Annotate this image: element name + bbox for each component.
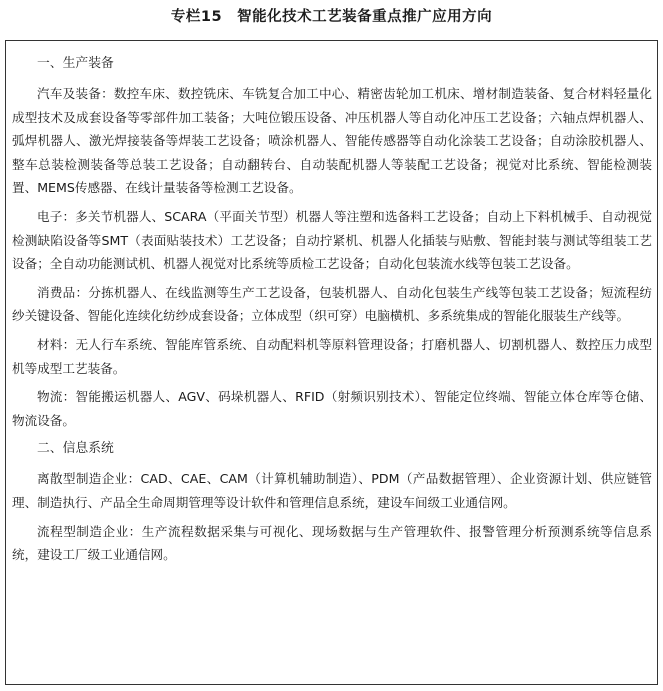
paragraph-automotive: 汽车及装备：数控车床、数控铣床、车铣复合加工中心、精密齿轮加工机床、增材制造装备、复合材料轻量化成型技术及成套设备等零部件加工装备；大吨位锻压设备、冲压机器人等自动化冲压工艺设备；六轴点焊机器人、弧焊机器人、激光焊接装备等焊装工艺设备；喷涂机器人、智能传感器等自动化涂装工艺设备；自动涂胶机器人、整车总装检测装备等总装工艺设备；自动翻转台、自动装配机器人等装配工艺设备；视觉对比系统、智能检测装置、MEMS传感器、在线计量装备等检测工艺设备。 <box>12 86 652 196</box>
paragraph-electronics: 电子：多关节机器人、SCARA（平面关节型）机器人等注塑和选备料工艺设备；自动上下料机械手、自动视觉检测缺陷设备等SMT（表面贴装技术）工艺设备；自动拧紧机、机器人化插装与贴敷、智能封装与测试等组装工艺设备；全自动功能测试机、机器人视觉对比系统等质检工艺设备；自动化包装流水线等包装工艺设备。 <box>12 208 652 272</box>
content-box <box>5 40 658 685</box>
column-title: 专栏15 智能化技术工艺装备重点推广应用方向 <box>170 9 493 25</box>
section-heading-production-equipment: 一、生产装备 <box>37 56 114 71</box>
paragraph-consumer-goods: 消费品：分拣机器人、在线监测等生产工艺设备，包装机器人、自动化包装生产线等包装工艺设备；短流程纺纱关键设备、智能化连续化纺纱成套设备；立体成型（织可穿）电脑横机、多系统集成的智能化服装生产线等。 <box>12 284 652 324</box>
paragraph-logistics: 物流：智能搬运机器人、AGV、码垛机器人、RFID（射频识别技术）、智能定位终端、智能立体仓库等仓储、物流设备。 <box>12 389 652 428</box>
section-heading-information-systems: 二、信息系统 <box>37 441 114 457</box>
paragraph-process-manufacturing: 流程型制造企业：生产流程数据采集与可视化、现场数据与生产管理软件、报警管理分析预测系统等信息系统，建设工厂级工业通信网。 <box>12 523 652 563</box>
paragraph-materials: 材料：无人行车系统、智能库管系统、自动配料机等原料管理设备；打磨机器人、切割机器人、数控压力成型机等成型工艺装备。 <box>12 336 652 376</box>
paragraph-discrete-manufacturing: 离散型制造企业：CAD、CAE、CAM（计算机辅助制造）、PDM（产品数据管理）、企业资源计划、供应链管理、制造执行、产品全生命周期管理等设计软件和管理信息系统，建设车间级工业通信网。 <box>12 471 652 510</box>
